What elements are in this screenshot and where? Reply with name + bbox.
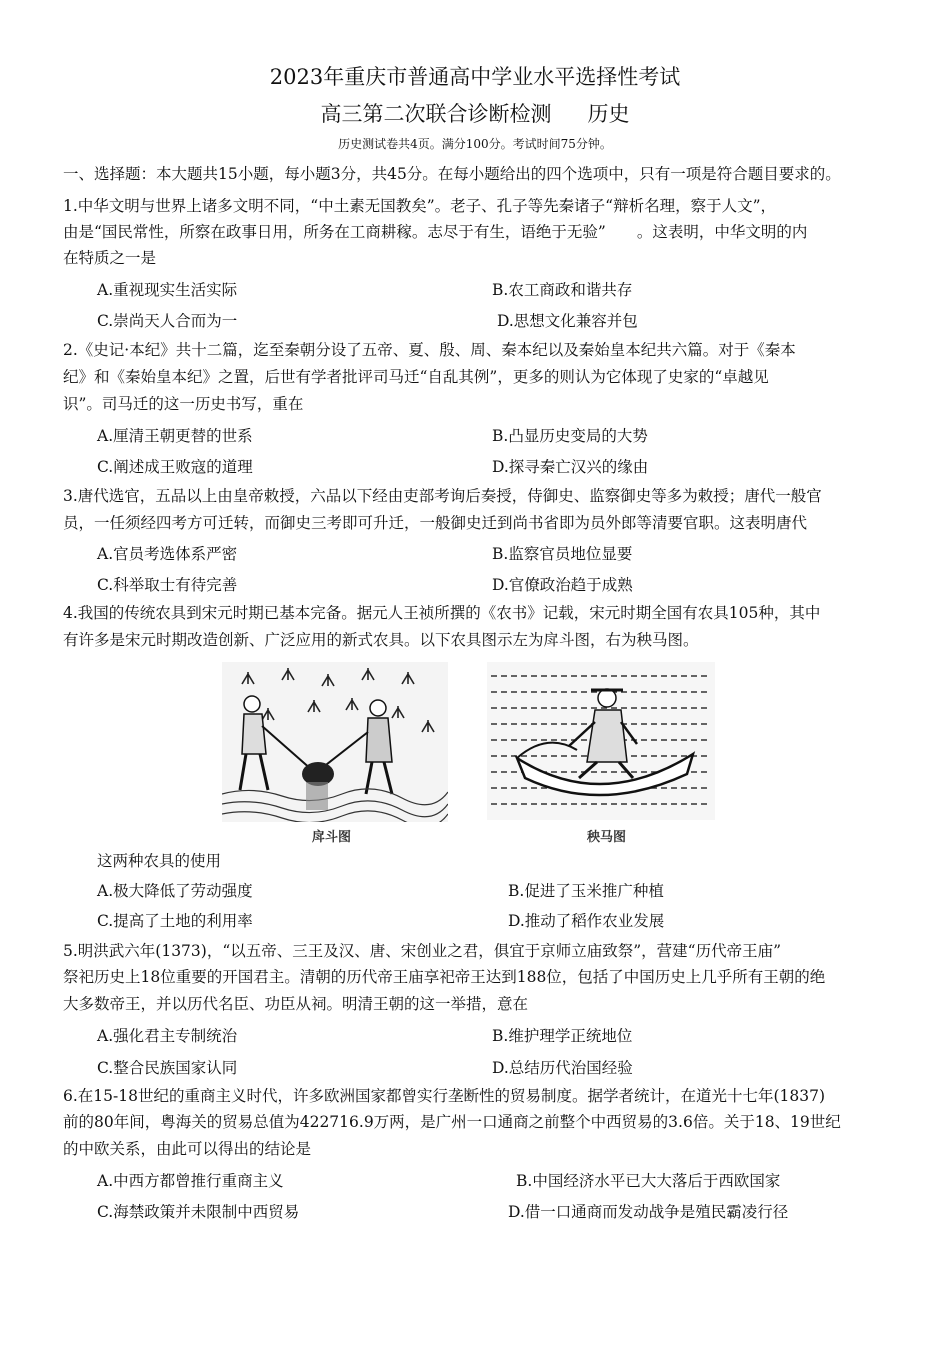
exam-subject: 历史 xyxy=(587,102,630,126)
q6-option-a: A.中西方都曾推行重商主义 xyxy=(97,1172,284,1190)
exam-instructions: 历史测试卷共4页。满分100分。考试时间75分钟。 xyxy=(338,137,612,151)
hudou-illustration xyxy=(222,662,448,822)
yangma-illustration xyxy=(487,662,715,820)
q4-stem-line: 有许多是宋元时期改造创新、广泛应用的新式农具。以下农具图示左为戽斗图，右为秧马图。 xyxy=(63,631,699,649)
q1-option-b: B.农工商政和谐共存 xyxy=(492,281,633,299)
q3-option-c: C.科举取士有待完善 xyxy=(97,576,238,594)
exam-title: 2023年重庆市普通高中学业水平选择性考试 xyxy=(269,65,681,89)
q5-stem-line: 5.明洪武六年(1373)，“以五帝、三王及汉、唐、宋创业之君，俱宜于京师立庙致祭”，营建“历代帝王庙” xyxy=(63,942,782,960)
q6-option-d: D.借一口通商而发动战争是殖民霸凌行径 xyxy=(508,1203,789,1221)
q2-stem-line: 纪》和《秦始皇本纪》之置，后世有学者批评司马迁“自乱其例”，更多的则认为它体现了史家的“卓越见 xyxy=(63,368,769,386)
q1-option-a: A.重视现实生活实际 xyxy=(97,281,238,299)
q2-option-b: B.凸显历史变局的大势 xyxy=(492,427,648,445)
q5-option-c: C.整合民族国家认同 xyxy=(97,1059,238,1077)
yangma-caption: 秧马图 xyxy=(587,830,627,845)
q6-option-b: B.中国经济水平已大大落后于西欧国家 xyxy=(516,1172,781,1190)
q2-option-a: A.厘清王朝更替的世系 xyxy=(97,427,253,445)
q6-stem-line: 的中欧关系，由此可以得出的结论是 xyxy=(63,1140,312,1158)
q2-option-c: C.阐述成王败寇的道理 xyxy=(97,458,253,476)
q4-option-a: A.极大降低了劳动强度 xyxy=(97,882,253,900)
q3-option-a: A.官员考选体系严密 xyxy=(97,545,238,563)
exam-subtitle-line xyxy=(0,101,950,127)
q2-stem-line: 识”。司马迁的这一历史书写，重在 xyxy=(63,395,304,413)
q1-stem-line: 在特质之一是 xyxy=(63,249,157,267)
hudou-woodcut-image xyxy=(222,662,448,822)
q4-stem-line: 4.我国的传统农具到宋元时期已基本完备。据元人王祯所撰的《农书》记载，宋元时期全国有农具105种，其中 xyxy=(63,604,821,622)
q4-option-c: C.提高了土地的利用率 xyxy=(97,912,253,930)
q6-option-c: C.海禁政策并未限制中西贸易 xyxy=(97,1203,300,1221)
q1-option-d: D.思想文化兼容并包 xyxy=(497,312,638,330)
q5-stem-line: 大多数帝王，并以历代名臣、功臣从祠。明清王朝的这一举措，意在 xyxy=(63,995,529,1013)
q3-stem-line: 员，一任须经四考方可迁转，而御史三考即可升迁，一般御史迁到尚书省即为员外郎等清要官职。这表明唐代 xyxy=(63,514,808,532)
q4-stem-tail: 这两种农具的使用 xyxy=(97,852,222,870)
q1-option-c: C.崇尚天人合而为一 xyxy=(97,312,238,330)
q3-option-b: B.监察官员地位显要 xyxy=(492,545,633,563)
q3-option-d: D.官僚政治趋于成熟 xyxy=(492,576,633,594)
q3-stem-line: 3.唐代选官，五品以上由皇帝敕授，六品以下经由吏部考询后奏授，侍御史、监察御史等多为敕授；唐代一般官 xyxy=(63,487,822,505)
q5-option-a: A.强化君主专制统治 xyxy=(97,1027,238,1045)
q5-stem-line: 祭祀历史上18位重要的开国君主。清朝的历代帝王庙享祀帝王达到188位，包括了中国历史上几乎所有王朝的绝 xyxy=(63,968,826,986)
q5-option-b: B.维护理学正统地位 xyxy=(492,1027,633,1045)
section-heading: 一、选择题：本大题共15小题，每小题3分，共45分。在每小题给出的四个选项中，只有一项是符合题目要求的。 xyxy=(63,165,841,183)
q6-stem-line: 6.在15-18世纪的重商主义时代，许多欧洲国家都曾实行垄断性的贸易制度。据学者统计，在道光十七年(1837) xyxy=(63,1087,826,1105)
q1-stem-line: 由是“国民常性，所察在政事日用，所务在工商耕稼。志尽于有生，语绝于无验” 。这表明，中华文明的内 xyxy=(63,223,808,241)
q4-option-b: B.促进了玉米推广种植 xyxy=(508,882,664,900)
q2-stem-line: 2.《史记·本纪》共十二篇，迄至秦朝分设了五帝、夏、殷、周、秦本纪以及秦始皇本纪共六篇。对于《秦本 xyxy=(63,341,796,359)
q4-option-d: D.推动了稻作农业发展 xyxy=(508,912,665,930)
q1-stem-line: 1.中华文明与世界上诸多文明不同，“中土素无国教矣”。老子、孔子等先秦诸子“辩析名理，察于人文”， xyxy=(63,197,776,215)
q5-option-d: D.总结历代治国经验 xyxy=(492,1059,633,1077)
yangma-woodcut-image xyxy=(487,662,715,820)
q6-stem-line: 前的80年间，粤海关的贸易总值为422716.9万两，是广州一口通商之前整个中西贸易的3.6倍。关于18、19世纪 xyxy=(63,1113,841,1131)
exam-session: 高三第二次联合诊断检测 xyxy=(320,102,552,126)
hudou-caption: 戽斗图 xyxy=(312,830,352,845)
q2-option-d: D.探寻秦亡汉兴的缘由 xyxy=(492,458,649,476)
